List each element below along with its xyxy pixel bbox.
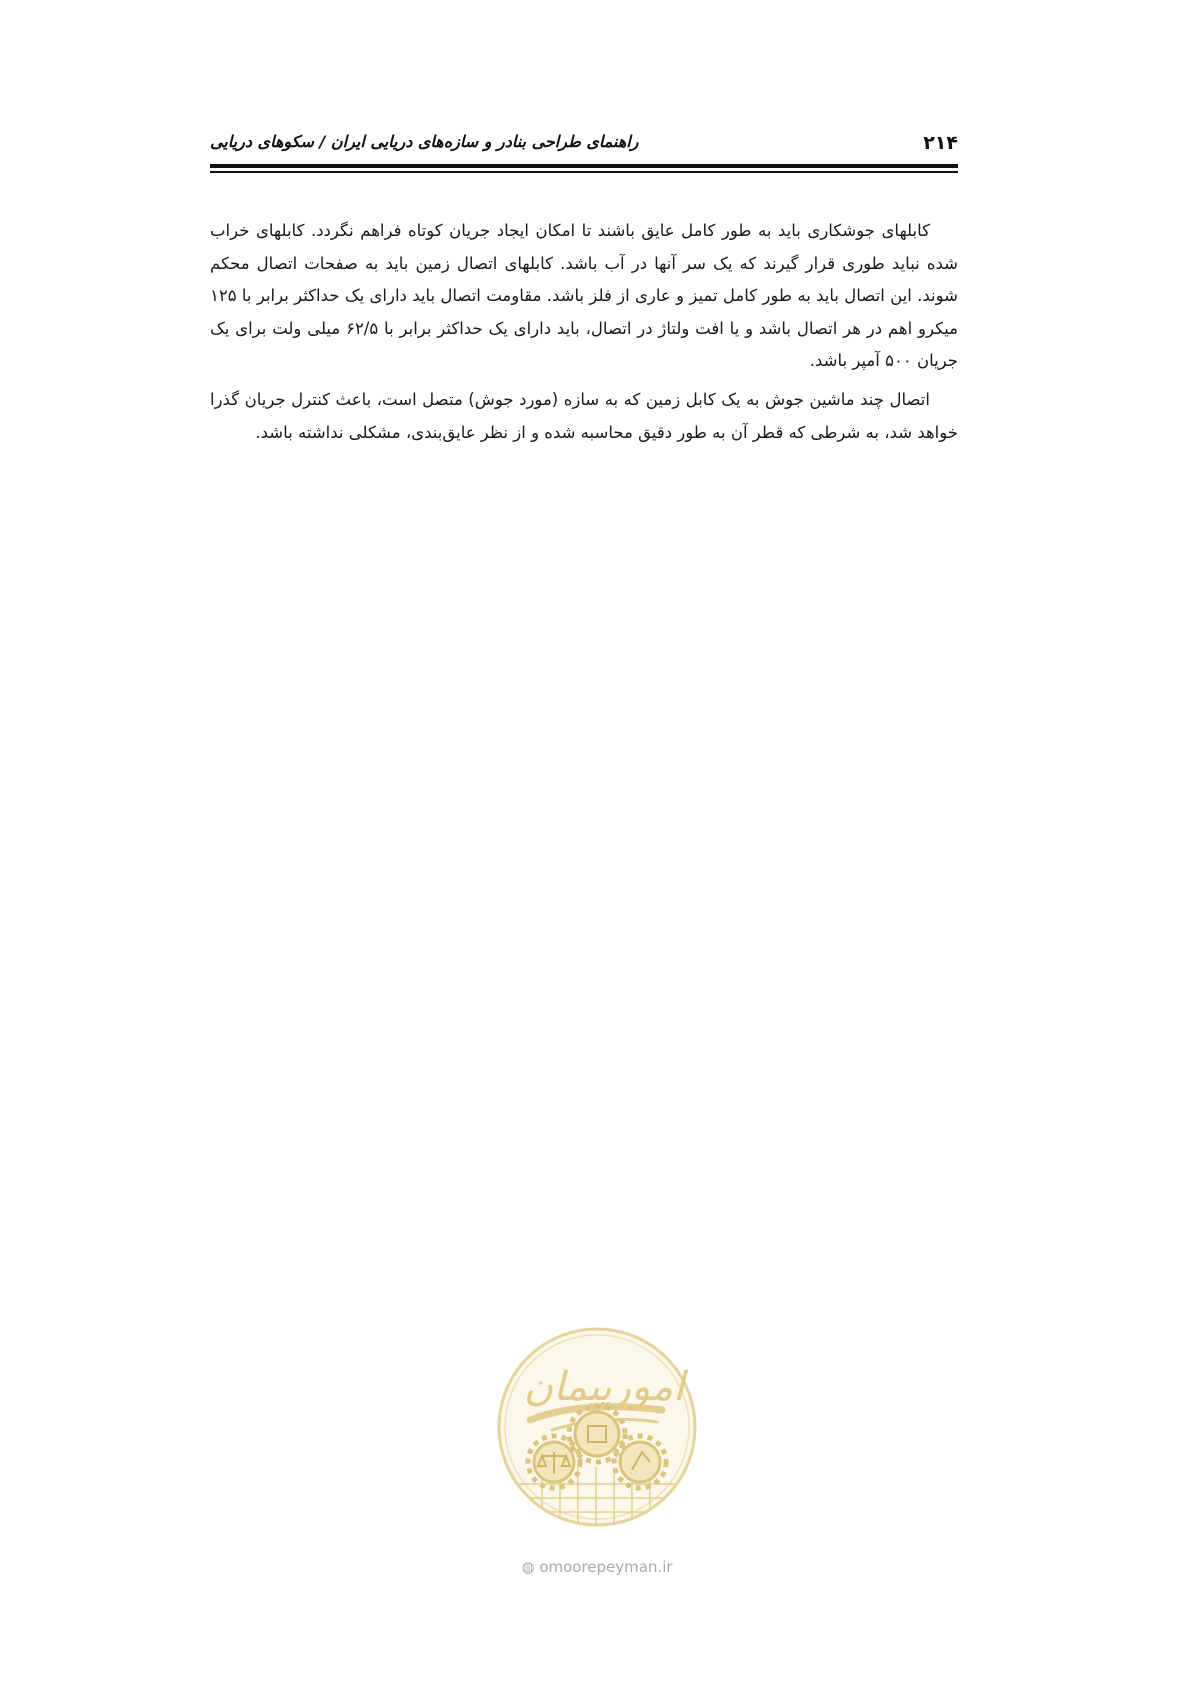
header-rule-thin xyxy=(210,171,958,173)
page-number: ۲۱۴ xyxy=(923,132,958,154)
body-text xyxy=(210,215,958,455)
watermark-caption xyxy=(487,1558,707,1576)
paragraph-1: کابلهای جوشکاری باید به طور کامل عایق باشند تا امکان ایجاد جریان کوتاه فراهم نگردد. کابلهای خراب شده نباید طوری قرار گیرند که یک سر آنها در آب باشد. کابلهای اتصال زمین باید به صفحات اتصال محکم شوند. این اتصال باید به طور کامل تمیز و عاری از فلز باشد. مقاومت اتصال باید دارای یک حداکثر برابر با ۱۲۵ میکرو اهم در هر اتصال باشد و یا افت ولتاژ در اتصال، باید دارای یک حداکثر برابر با ۶۲/۵ میلی ولت برای یک جریان ۵۰۰ آمپر باشد. xyxy=(210,221,959,371)
paragraph-2: اتصال چند ماشین جوش به یک کابل زمین که به سازه (مورد جوش) متصل است، باعث کنترل جریان گذرا خواهد شد، به شرطی که قطر آن به طور دقیق محاسبه شده و از نظر عایق‌بندی، مشکلی نداشته باشد. xyxy=(210,389,958,442)
watermark-url: omoorepeyman.ir xyxy=(539,1558,673,1576)
watermark-logo xyxy=(492,1302,702,1562)
running-title: راهنمای طراحی بنادر و سازه‌های دریایی ایران / سکوهای دریایی xyxy=(210,132,639,151)
header-rule-thick xyxy=(210,164,958,168)
logo-text: امورپیمان xyxy=(523,1364,685,1410)
page-header xyxy=(210,128,958,158)
globe-icon: ◍ xyxy=(521,1558,535,1576)
